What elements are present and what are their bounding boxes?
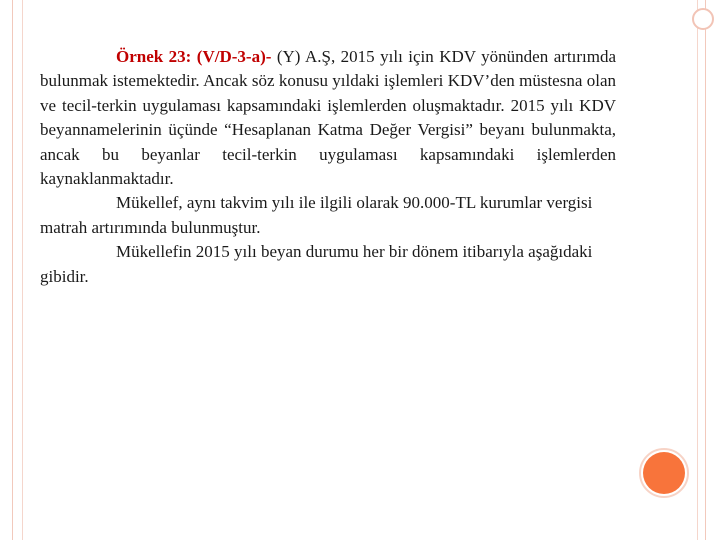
- decorative-dot-bottom: [643, 452, 685, 494]
- example-text: (Y) A.Ş, 2015 yılı için KDV yönünden artırımda bulunmak istemektedir. Ancak söz konusu yıldaki işlemleri KDV’den müstesna olan ve tecil-terkin uygulaması kapsamındaki işlemlerden oluşmaktadır. 2015 yılı KDV beyannamelerinin üçünde “Hesaplanan Katma Değer Vergisi” beyanı bulunmakta, ancak bu beyanlar tecil-terkin uygulaması kapsamındaki işlemlerden kaynaklanmaktadır.: [40, 47, 616, 189]
- paragraph-taxpayer: Mükellef, aynı takvim yılı ile ilgili olarak 90.000-TL kurumlar vergisi matrah artırımında bulunmuştur.: [40, 193, 593, 237]
- paragraph-example: [40, 45, 616, 191]
- example-label: Örnek 23: (V/D-3-a)-: [116, 47, 272, 66]
- paragraph-status: Mükellefin 2015 yılı beyan durumu her bir dönem itibarıyla aşağıdaki gibidir.: [40, 242, 593, 286]
- decorative-ring-top: [692, 8, 714, 30]
- slide-body: [40, 45, 616, 289]
